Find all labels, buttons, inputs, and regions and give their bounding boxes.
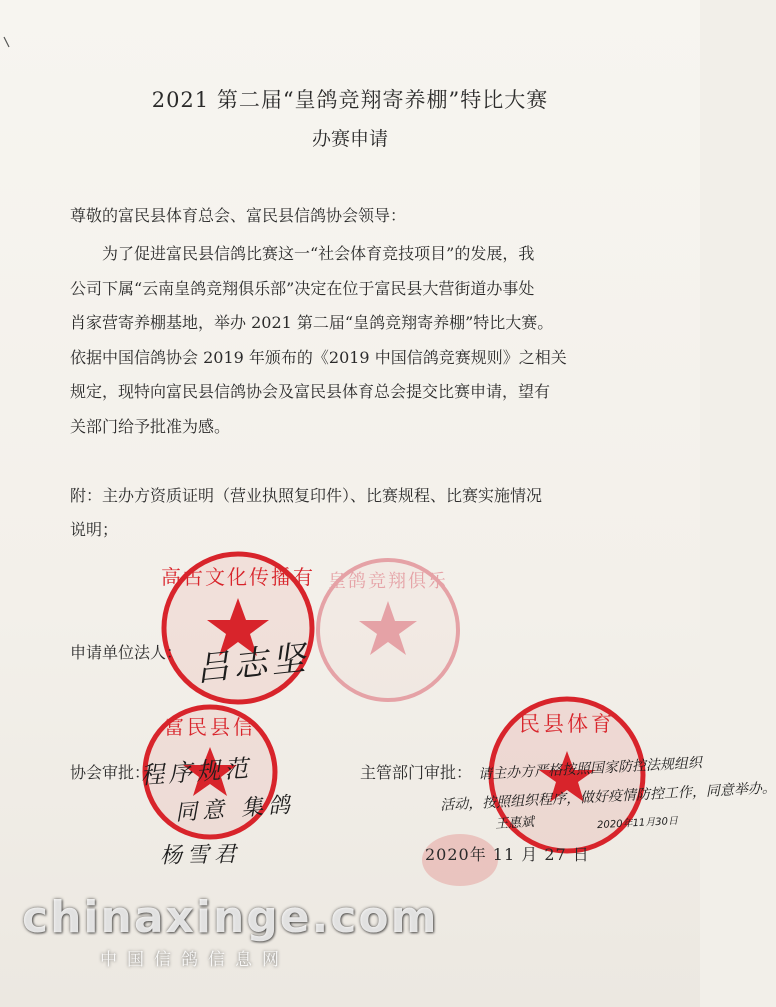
body-line: 关部门给予批准为感。 — [70, 416, 231, 436]
svg-text:民县体育: 民县体育 — [519, 712, 615, 736]
body-paragraph — [70, 237, 620, 444]
svg-text:富民县信: 富民县信 — [164, 715, 256, 739]
site-watermark: chinaxinge.com — [22, 892, 439, 943]
svg-text:皇鸽竞翔俱乐: 皇鸽竞翔俱乐 — [328, 571, 448, 592]
pigeon-club-seal — [313, 555, 463, 705]
application-date: 2020年 11 月 27 日 — [425, 845, 590, 864]
svg-text:高古文化传播有: 高古文化传播有 — [161, 565, 315, 589]
body-line: 公司下属“云南皇鸽竞翔俱乐部”决定在位于富民县大营街道办事处 — [70, 278, 535, 298]
pen-mark-icon — [2, 36, 12, 48]
attachment-line: 附：主办方资质证明（营业执照复印件）、比赛规程、比赛实施情况 — [70, 486, 543, 505]
document-title: 2021 第二届“皇鸽竞翔寄养棚”特比大赛 — [151, 88, 549, 112]
site-name-watermark: 中国信鸽信息网 — [100, 950, 289, 970]
salutation: 尊敬的富民县体育总会、富民县信鸽协会领导： — [70, 206, 407, 225]
body-line: 规定，现特向富民县信鸽协会及富民县体育总会提交比赛申请，望有 — [70, 382, 551, 401]
document-subtitle: 办赛申请 — [311, 128, 388, 150]
department-comment-line: 活动，按照组织程序，做好疫情防控工作，同意举办。 — [439, 780, 776, 814]
department-comment-line: 请主办方严格按照国家防控法规组织 — [477, 755, 703, 783]
department-approval-date: 2020年11月30日 — [596, 815, 679, 832]
association-approval-label: 协会审批： — [70, 763, 151, 782]
applicant-signature: 吕志坚 — [193, 638, 312, 690]
body-line: 肖家营寄养棚基地，举办 2021 第二届“皇鸽竞翔寄养棚”特比大赛。 — [70, 313, 554, 332]
applicant-label: 申请单位法人： — [70, 643, 183, 662]
department-signature: 王惠斌 — [494, 814, 535, 833]
association-comment-line: 程序规范 — [139, 754, 254, 790]
association-signature: 杨雪君 — [159, 842, 242, 869]
department-approval-label: 主管部门审批： — [360, 763, 473, 782]
attachment-line: 说明； — [70, 520, 119, 539]
body-line: 为了促进富民县信鸽比赛这一“社会体育竞技项目”的发展，我 — [102, 244, 535, 263]
association-comment-line: 同意 集鸽 — [174, 792, 296, 827]
attachment-note — [70, 479, 620, 547]
body-line: 依据中国信鸽协会 2019 年颁布的《2019 中国信鸽竞赛规则》之相关 — [70, 347, 567, 367]
